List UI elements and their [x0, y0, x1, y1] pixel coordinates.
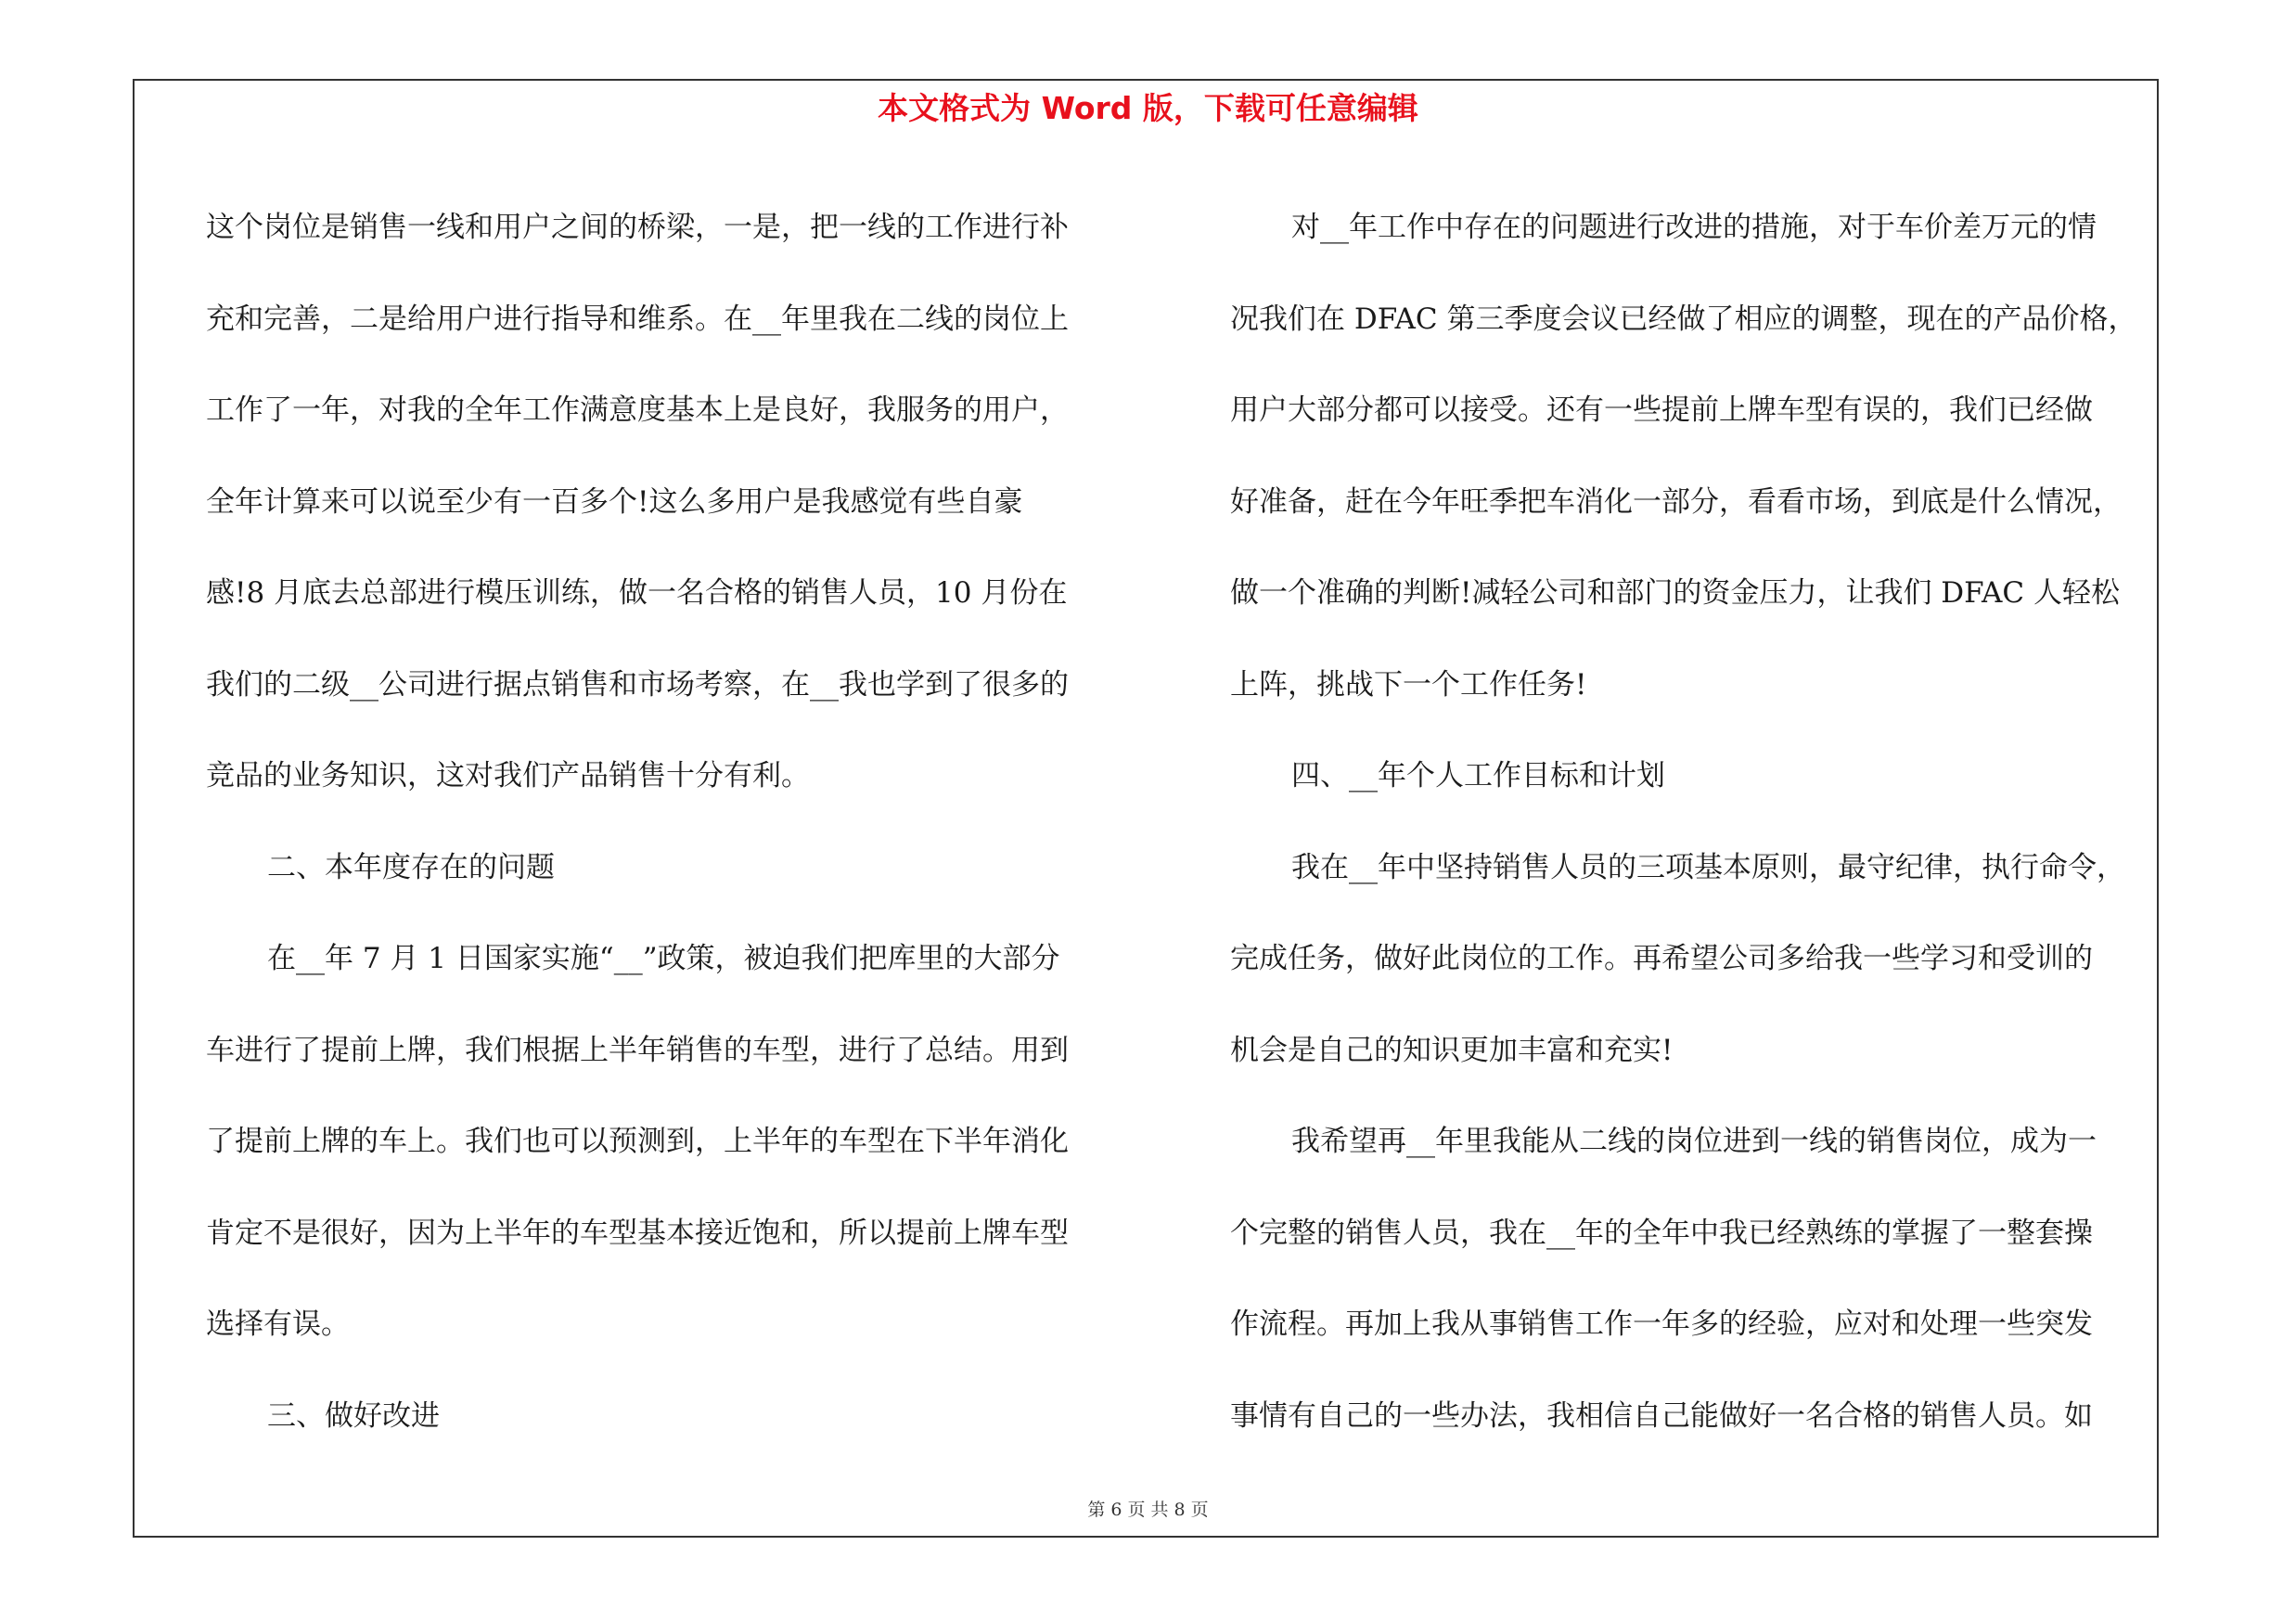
text-line: 好准备，赶在今年旺季把车消化一部分，看看市场，到底是什么情况，	[1230, 484, 2122, 519]
text-line: 做一个准确的判断!减轻公司和部门的资金压力，让我们 DFAC 人轻松	[1230, 576, 2120, 610]
left-column	[206, 182, 1134, 1462]
text-line: 个完整的销售人员，我在__年的全年中我已经熟练的掌握了一整套操	[1230, 1216, 2093, 1250]
text-line: 充和完善，二是给用户进行指导和维系。在__年里我在二线的岗位上	[206, 302, 1069, 336]
text-line: 工作了一年，对我的全年工作满意度基本上是良好，我服务的用户，	[206, 393, 1069, 427]
text-line: 事情有自己的一些办法，我相信自己能做好一名合格的销售人员。如	[1230, 1398, 2093, 1433]
text-line: 了提前上牌的车上。我们也可以预测到，上半年的车型在下半年消化	[206, 1125, 1069, 1158]
page-number: 第 6 页 共 8 页	[1087, 1500, 1209, 1520]
format-banner: 本文格式为 Word 版，下载可任意编辑	[878, 90, 1418, 126]
text-line: 机会是自己的知识更加丰富和充实!	[1230, 1033, 1674, 1067]
text-line: 作流程。再加上我从事销售工作一年多的经验，应对和处理一些突发	[1230, 1307, 2093, 1341]
right-column	[1230, 182, 2158, 1462]
text-line: 肯定不是很好，因为上半年的车型基本接近饱和，所以提前上牌车型	[206, 1216, 1069, 1250]
text-line: 这个岗位是销售一线和用户之间的桥梁，一是，把一线的工作进行补	[206, 211, 1069, 244]
text-line: 我希望再__年里我能从二线的岗位进到一线的销售岗位，成为一	[1291, 1125, 2097, 1158]
text-line: 在__年 7 月 1 日国家实施“__”政策，被迫我们把库里的大部分	[267, 942, 1060, 975]
text-line: 完成任务，做好此岗位的工作。再希望公司多给我一些学习和受训的	[1230, 942, 2093, 975]
text-line: 我在__年中坚持销售人员的三项基本原则，最守纪律，执行命令，	[1291, 850, 2125, 884]
text-line: 全年计算来可以说至少有一百多个!这么多用户是我感觉有些自豪	[206, 484, 1023, 519]
text-line: 四、__年个人工作目标和计划	[1291, 759, 1665, 792]
text-line: 上阵，挑战下一个工作任务!	[1230, 667, 1587, 702]
text-line: 对__年工作中存在的问题进行改进的措施，对于车价差万元的情	[1291, 211, 2097, 244]
text-line: 用户大部分都可以接受。还有一些提前上牌车型有误的，我们已经做	[1230, 393, 2093, 427]
text-line: 三、做好改进	[267, 1398, 440, 1433]
text-line: 竞品的业务知识，这对我们产品销售十分有利。	[206, 759, 810, 792]
text-line: 二、本年度存在的问题	[267, 850, 555, 884]
text-line: 选择有误。	[206, 1307, 350, 1341]
text-line: 我们的二级__公司进行据点销售和市场考察，在__我也学到了很多的	[206, 667, 1069, 702]
text-line: 况我们在 DFAC 第三季度会议已经做了相应的调整，现在的产品价格，	[1230, 302, 2137, 336]
text-line: 感!8 月底去总部进行模压训练，做一名合格的销售人员，10 月份在	[206, 576, 1068, 610]
text-line: 车进行了提前上牌，我们根据上半年销售的车型，进行了总结。用到	[206, 1033, 1069, 1067]
